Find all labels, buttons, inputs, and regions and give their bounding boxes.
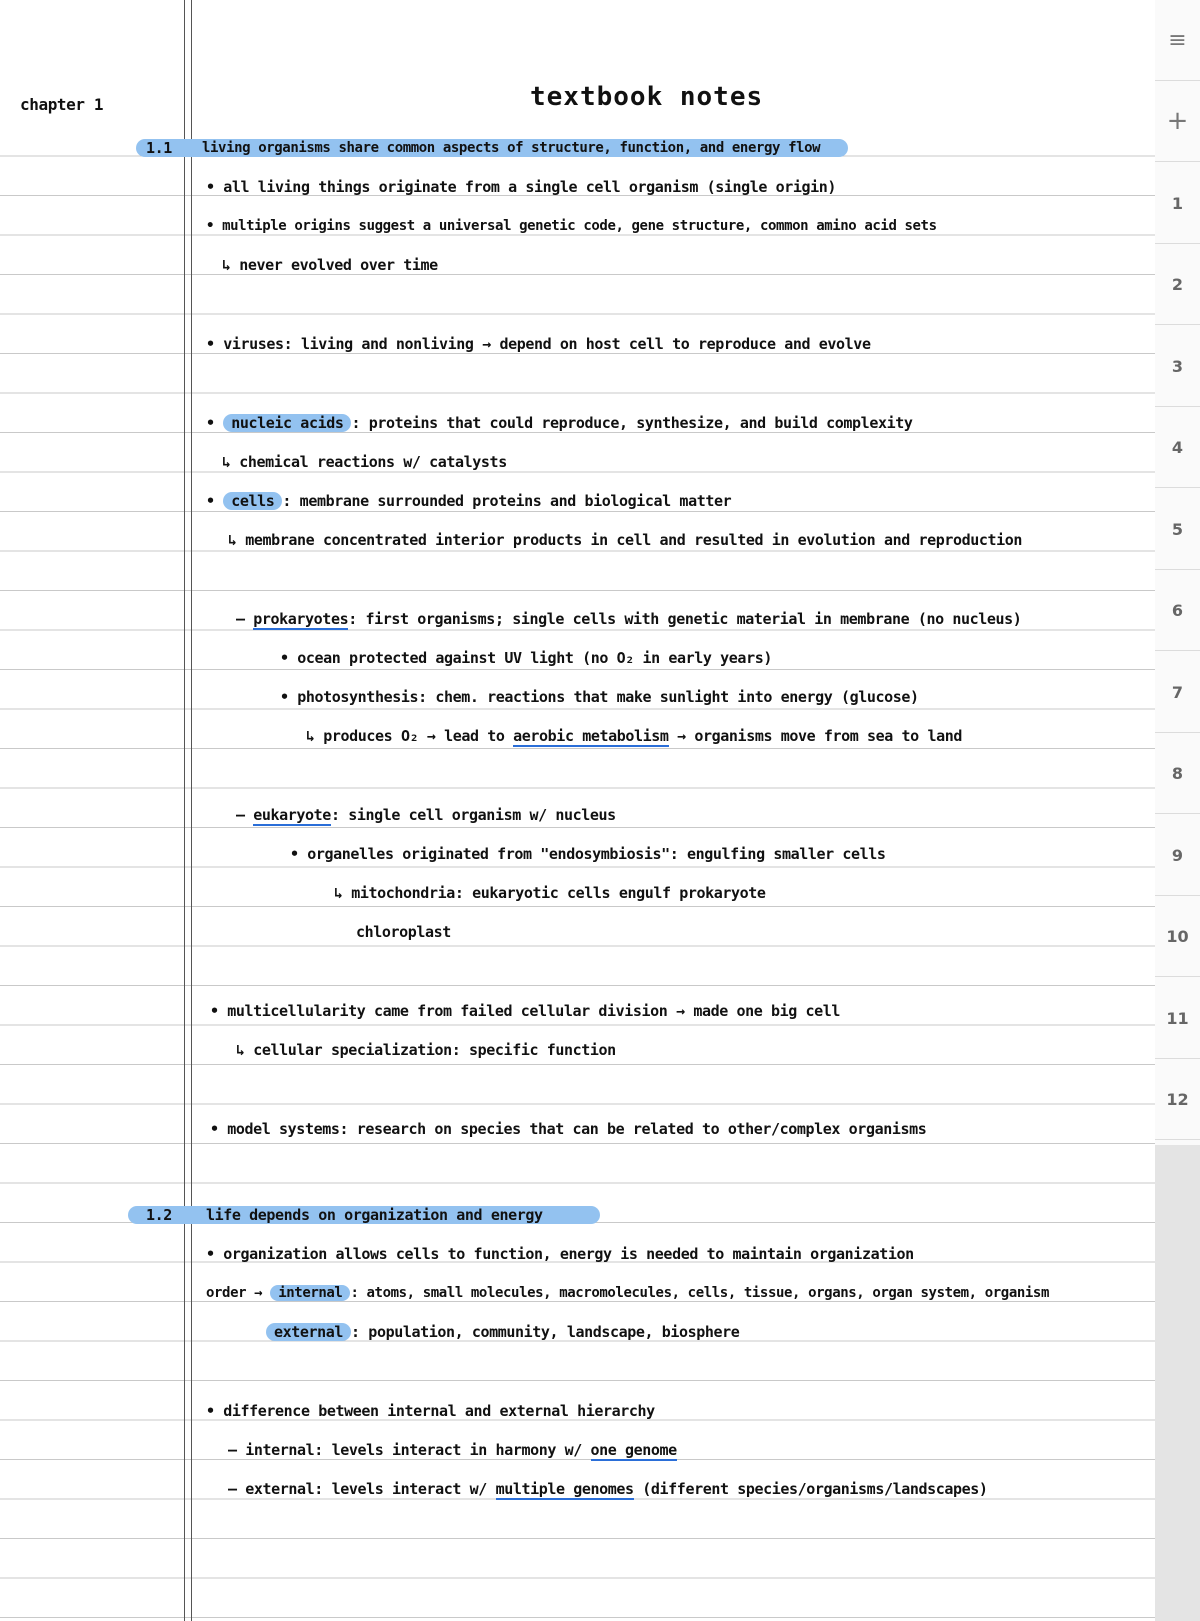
underlined-term: one genome [590, 1441, 677, 1459]
note-line: • nucleic acids : proteins that could reproduce, synthesize, and build complexity [206, 414, 913, 432]
page-tab-7[interactable]: 7 [1155, 652, 1200, 733]
page-tab-12[interactable]: 12 [1155, 1059, 1200, 1140]
margin-line [184, 0, 185, 1621]
page-tab-5[interactable]: 5 [1155, 489, 1200, 570]
page-tab-1[interactable]: 1 [1155, 163, 1200, 244]
highlighted-term: external [266, 1323, 351, 1341]
page-tab-6[interactable]: 6 [1155, 570, 1200, 651]
underlined-term: aerobic metabolism [513, 727, 669, 745]
section-number: 1.2 [146, 1206, 172, 1224]
note-line: ↳ mitochondria: eukaryotic cells engulf prokaryote [334, 884, 766, 902]
note-line: • organization allows cells to function, energy is needed to maintain organization [206, 1245, 914, 1263]
note-line: ↳ membrane concentrated interior products in cell and resulted in evolution and reproduction [228, 531, 1023, 549]
note-line: order → internal : atoms, small molecules, macromolecules, cells, tissue, organs, organ system, organism [206, 1285, 1049, 1301]
note-line: ↳ never evolved over time [222, 256, 438, 274]
note-line: external : population, community, landscape, biosphere [266, 1323, 739, 1341]
note-line: • cells : membrane surrounded proteins and biological matter [206, 492, 732, 510]
note-line: • all living things originate from a single cell organism (single origin) [206, 178, 837, 196]
note-line: – eukaryote: single cell organism w/ nucleus [236, 806, 616, 824]
highlighted-term: cells [223, 492, 282, 510]
add-page-icon[interactable]: + [1155, 81, 1200, 162]
note-line: • multicellularity came from failed cellular division → made one big cell [210, 1002, 841, 1020]
page-tab-2[interactable]: 2 [1155, 244, 1200, 325]
page-title: textbook notes [530, 82, 764, 112]
note-line: – external: levels interact w/ multiple genomes (different species/organisms/landscapes) [228, 1480, 988, 1498]
note-line: ↳ chemical reactions w/ catalysts [222, 453, 507, 471]
margin-line [191, 0, 192, 1621]
underlined-term: multiple genomes [495, 1480, 634, 1498]
menu-icon[interactable]: ≡ [1155, 0, 1200, 81]
page-tab-4[interactable]: 4 [1155, 407, 1200, 488]
note-line: • photosynthesis: chem. reactions that make sunlight into energy (glucose) [280, 688, 919, 706]
highlighted-term: internal [270, 1285, 350, 1301]
page-tab-10[interactable]: 10 [1155, 896, 1200, 977]
page-tab-11[interactable]: 11 [1155, 978, 1200, 1059]
section-number: 1.1 [146, 139, 172, 157]
note-line: chloroplast [356, 923, 451, 941]
note-line: • viruses: living and nonliving → depend on host cell to reproduce and evolve [206, 335, 871, 353]
page-tab-9[interactable]: 9 [1155, 815, 1200, 896]
note-line: • ocean protected against UV light (no O₂ in early years) [280, 649, 772, 667]
underlined-term: eukaryote [253, 806, 331, 824]
note-line: – prokaryotes: first organisms; single cells with genetic material in membrane (no nucleus) [236, 610, 1022, 628]
underlined-term: prokaryotes [253, 610, 349, 628]
page-tab-8[interactable]: 8 [1155, 733, 1200, 814]
section-heading: life depends on organization and energy [206, 1206, 543, 1224]
page-tab-3[interactable]: 3 [1155, 326, 1200, 407]
page-sidebar [1155, 0, 1200, 1621]
note-line: ↳ produces O₂ → lead to aerobic metabolism → organisms move from sea to land [306, 727, 962, 745]
note-line: ↳ cellular specialization: specific function [236, 1041, 616, 1059]
note-line: • organelles originated from "endosymbiosis": engulfing smaller cells [290, 845, 886, 863]
note-line: – internal: levels interact in harmony w/ one genome [228, 1441, 677, 1459]
note-line: • multiple origins suggest a universal genetic code, gene structure, common amino acid sets [206, 218, 937, 234]
chapter-label: chapter 1 [20, 95, 104, 114]
note-line: • difference between internal and external hierarchy [206, 1402, 655, 1420]
note-line: • model systems: research on species that can be related to other/complex organisms [210, 1120, 927, 1138]
section-heading: living organisms share common aspects of structure, function, and energy flow [202, 140, 821, 156]
highlighted-term: nucleic acids [223, 414, 351, 432]
